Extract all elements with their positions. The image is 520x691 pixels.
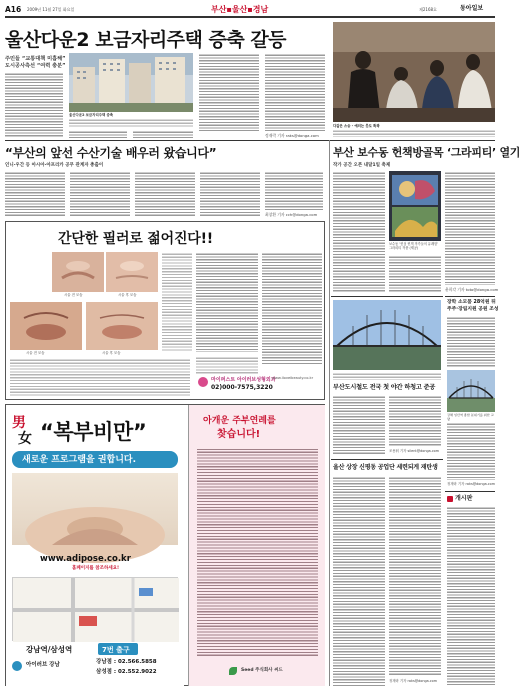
story5-body-col2 (389, 395, 441, 447)
paper-name: 동아일보 (460, 5, 484, 12)
story4-subhead: 작가 공간 오픈 내달1일 축제 (333, 163, 391, 168)
story1-photo (69, 53, 193, 112)
phone-gangnam: 강남점 : 02.566.5858 (96, 659, 157, 665)
clinic-photo-1 (52, 252, 104, 292)
clinic-photo-4 (86, 302, 158, 350)
notice-title: 개시판 (455, 495, 473, 502)
clinic-logo-icon (198, 377, 208, 387)
sidebar-byline: 정재락 기자 raks@donga.com (447, 482, 496, 486)
story3-subhead: 인니·우간 등 아시아·아프리카 공무 관계자 총출이 (5, 163, 104, 168)
story6-body-col1 (333, 476, 385, 686)
phone-samsung: 삼성점 : 02.552.9022 (96, 669, 157, 675)
story6-byline: 정재락 기자 raks@donga.com (389, 679, 438, 683)
story4-headline: 부산 보수동 헌책방골목 ‘그라피티’ 열기 (333, 146, 520, 159)
story4-body-col1 (333, 171, 385, 293)
story2-caption-lines (333, 129, 495, 137)
clinic-photo-3-label: 시술 전 모습 (26, 351, 45, 355)
obesity-clinic: 아이러브 강남 (26, 662, 60, 668)
obesity-ad (5, 404, 325, 686)
story1-body-col1 (5, 72, 63, 138)
story2-photo (333, 22, 495, 122)
divider-right-mid (445, 296, 495, 297)
story5-body-col1 (333, 395, 385, 455)
clinic-photo-3 (10, 302, 82, 350)
sidebar-body (447, 316, 495, 368)
story2-caption (333, 124, 495, 129)
clinic-ad-sidebar-text (162, 252, 192, 352)
right-title-l2: 찾습니다! (217, 429, 261, 440)
sidebar-title2: 주주·장립지원 공원 조성 (447, 307, 499, 312)
story4-photo-caption: 보수동 ‘헌섬 헌책 작가들의 유쾌함’ 그라피티 작품 (제공) (389, 242, 439, 251)
obesity-ad-right (188, 405, 325, 686)
story5-headline: 부산도시철도 전국 첫 야간 하청고 준공 (333, 384, 436, 391)
divider-mid (331, 296, 443, 297)
clinic-photo-2-label: 시술 후 모습 (118, 293, 137, 297)
notice-body (447, 506, 495, 686)
clinic-ad-bottom-text (10, 358, 190, 396)
badge-female: 女 (18, 431, 32, 447)
right-title-l1: 아개운 주부연례를 (203, 416, 276, 426)
clinic-ad-text-col1 (196, 252, 258, 352)
clinic-ad-bottom-text2 (196, 356, 258, 374)
clinic-phone: 02)000-7575,3220 (211, 384, 273, 391)
story5-byline: 조용휘 기자 silent@donga.com (389, 449, 440, 453)
clinic-ad (5, 221, 325, 400)
badge-male: 男 (12, 415, 26, 431)
story4-photo (389, 171, 441, 241)
sidebar-body2 (447, 422, 495, 480)
story1-photo-caption-title: 울산다운2 보금자리주택 증축 (69, 113, 114, 117)
speaker-icon (447, 496, 453, 502)
story1-photo-caption (69, 113, 193, 118)
story3-body-col2 (70, 171, 130, 216)
clinic-web[interactable]: www.iloveibeauty.co.kr (272, 376, 314, 380)
right-body (197, 447, 318, 657)
story1-subhead1: 주민들 “교통대책 미흡해” (5, 56, 66, 62)
issue-number: 제2168호 (419, 7, 437, 12)
obesity-ad-left (6, 405, 184, 686)
obesity-site[interactable]: www.adipose.co.kr (40, 554, 131, 564)
story6-headline: 울산 상장 신평동 공업단 세련되게 재탄생 (333, 464, 438, 471)
issue-date: 2009년 11월 27일 화요일 (27, 7, 75, 12)
story4-body-col2 (389, 255, 441, 293)
story1-byline: 정재락 기자 raks@donga.com (265, 133, 319, 138)
clinic-ad-text-col2 (262, 252, 322, 364)
clinic-footer-logo (12, 661, 22, 671)
map-area (12, 577, 178, 641)
story4-byline: 윤희각 기자 toto@donga.com (445, 287, 499, 292)
clinic-photo-2 (106, 252, 158, 292)
clinic-name: 마이퍼스트 아이러브성형외과 (211, 377, 276, 383)
section-name: 부산▪울산▪경남 (211, 5, 269, 14)
story3-byline: 최창환 기자 cch@donga.com (265, 212, 318, 217)
story4-bridge-photo (333, 300, 441, 370)
obesity-site-sub: 홈페이지를 참조하세요! (72, 566, 120, 571)
sidebar-photo-caption: 강해 일산역 종합 분위기를 위한 교량 (447, 413, 494, 422)
story2-caption-lead: 다같은 스승 - 예의는 뭇도 똑똑 (333, 124, 380, 128)
story1-body-col4 (199, 53, 259, 131)
story1-caption-lines (69, 118, 193, 127)
story3-body-col5 (265, 171, 323, 211)
clinic-ad-headline: 간단한 필러로 젊어진다!! (58, 231, 213, 247)
story6-body-col2 (389, 476, 441, 676)
clinic-logo-block (198, 375, 322, 397)
page-number: A16 (5, 5, 22, 14)
sidebar-photo (447, 370, 495, 412)
story1-subhead2: 도시공사측선 “여력 충분” (5, 63, 66, 69)
seed-logo-icon (229, 667, 237, 675)
story3-headline: “부산의 앞선 수산기술 배우러 왔습니다” (5, 146, 217, 160)
story1-body-col5 (265, 53, 325, 131)
divider-story6 (331, 459, 443, 460)
masthead (5, 4, 495, 16)
sidebar-title1: 장학 소모품 28억원 뒤 (447, 300, 496, 305)
story3-body-col1 (5, 171, 65, 216)
obesity-photo (12, 473, 178, 545)
branch-left: 강남역/삼성역 (26, 645, 73, 654)
story1-body-col3 (133, 130, 193, 138)
program-text: 새로운 프로그램을 권합니다. (22, 455, 137, 465)
story4-body-col3 (445, 171, 495, 285)
masthead-rule (5, 16, 495, 18)
story3-body-col4 (200, 171, 260, 216)
clinic-photo-1-label: 시술 전 모습 (64, 293, 83, 297)
seed-footer: Seed 주식회사 씨드 (241, 668, 283, 673)
clinic-photo-4-label: 시술 후 모습 (102, 351, 121, 355)
obesity-headline: “복부비만” (40, 420, 147, 444)
story4-bridge-caption (333, 372, 441, 380)
column-divider (329, 140, 330, 686)
notice-header (447, 495, 495, 504)
divider-notice (445, 491, 495, 492)
story3-body-col3 (135, 171, 195, 216)
story1-headline: 울산다운2 보금자리주택 증축 갈등 (5, 29, 287, 51)
story1-body-col2 (69, 130, 127, 138)
branch-right: 7번 출구 (102, 646, 130, 654)
divider-top (5, 140, 495, 141)
